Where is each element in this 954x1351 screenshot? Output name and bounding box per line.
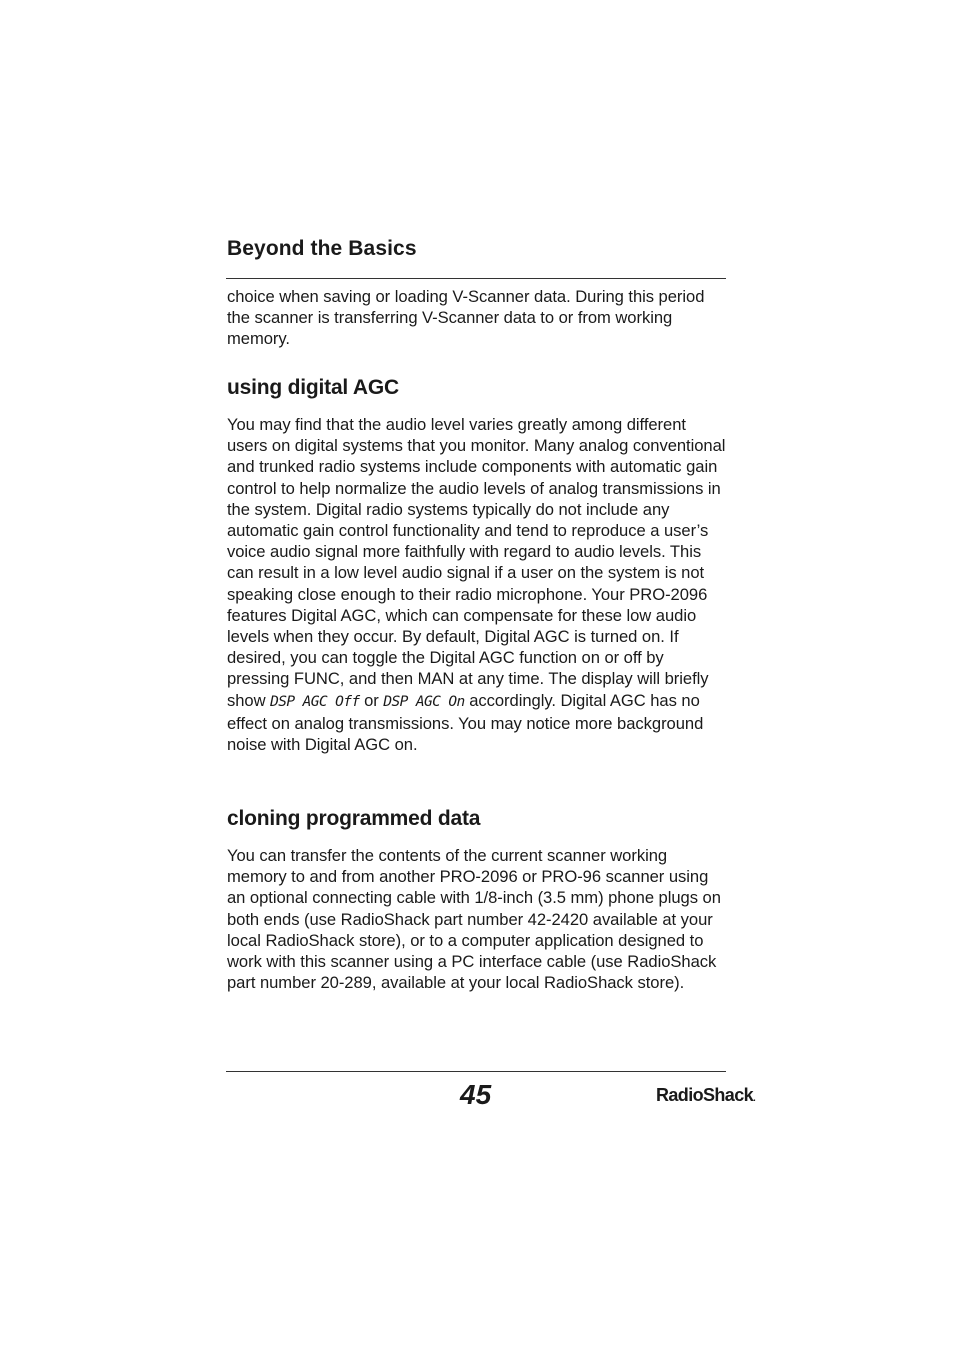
display-agc-on: DSP AGC On xyxy=(383,693,465,710)
display-agc-off: DSP AGC Off xyxy=(270,693,360,710)
page-number: 45 xyxy=(460,1079,492,1110)
cloning-heading: cloning programmed data xyxy=(227,807,481,830)
agc-paragraph xyxy=(227,414,729,755)
brand-dot: . xyxy=(753,1093,756,1104)
agc-text-or: or xyxy=(359,690,384,710)
agc-text-1: You may find that the audio level varies greatly among different users on digital systems that you monitor. Many analog conventional and trunked radio systems include components with automatic gain control to help normalize the audio levels of analog transmissions in the system. Digital radio systems typically do not include any automatic gain control functionality and tend to reproduce a user’s voice audio signal more faithfully with regard to audio levels. This can result in a low level audio signal if a user on the system is not speaking close enough to their radio microphone. Your PRO-2096 features Digital AGC, which can compensate for these low audio levels when they occur. By default, Digital AGC is turned on. If desired, you can toggle the Digital AGC function on or off by pressing FUNC, and then MAN at any time. The display will briefly show xyxy=(227,415,726,710)
agc-text-2: accordingly. Digital AGC has no effect on analog transmissions. You may notice more background noise with Digital AGC on. xyxy=(227,690,704,755)
footer-divider xyxy=(226,1071,726,1072)
agc-heading: using digital AGC xyxy=(227,376,399,399)
brand-logo xyxy=(656,1085,756,1106)
section-header: Beyond the Basics xyxy=(227,237,417,260)
brand-name: RadioShack xyxy=(656,1085,754,1105)
cloning-paragraph: You can transfer the contents of the current scanner working memory to and from another PRO-2096 or PRO-96 scanner using an optional connecting cable with 1/8-inch (3.5 mm) phone plugs on both ends (use RadioShack part number 42-2420 available at your local RadioShack store), or to a computer application designed to work with this scanner using a PC interface cable (use RadioShack part number 20-289, available at your local RadioShack store). xyxy=(227,846,721,993)
header-divider xyxy=(226,278,726,279)
intro-paragraph: choice when saving or loading V-Scanner data. During this period the scanner is transferring V-Scanner data to or from working memory. xyxy=(227,287,705,349)
